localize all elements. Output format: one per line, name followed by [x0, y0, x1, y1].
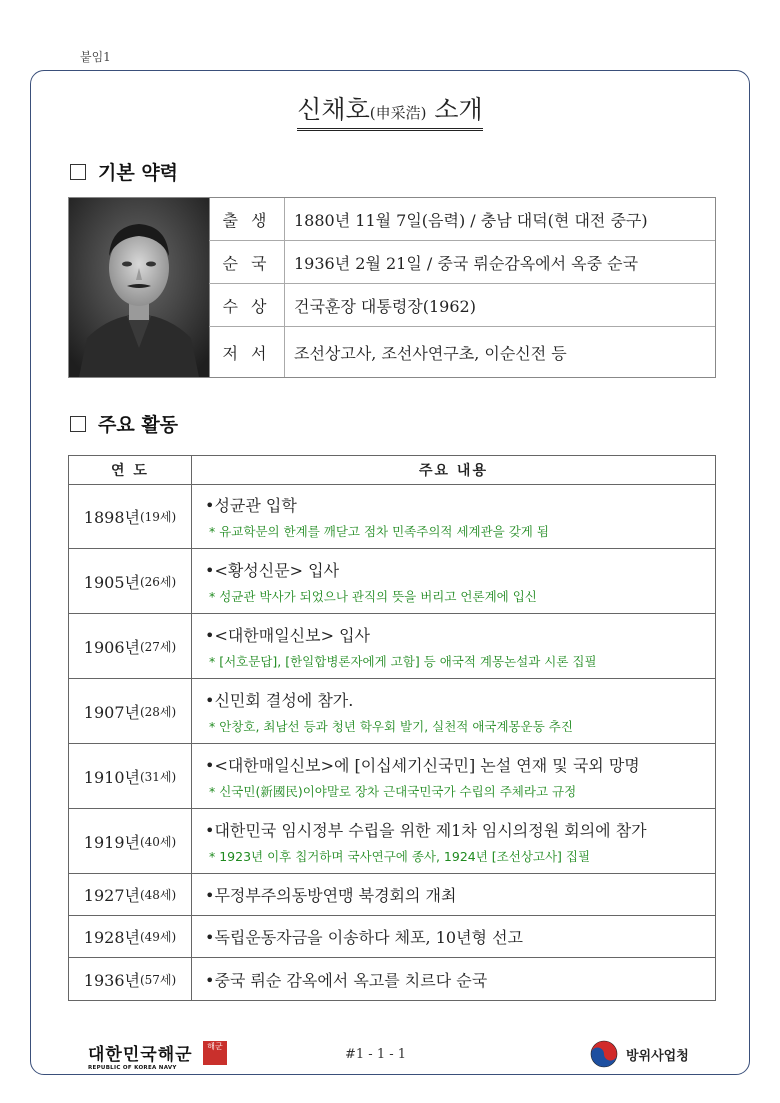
profile-value: 건국훈장 대통령장(1962)	[294, 296, 476, 316]
table-row	[69, 744, 715, 809]
row-year-cell	[69, 958, 192, 1000]
row-content-cell	[192, 916, 523, 957]
row-age: (57세)	[139, 972, 177, 987]
table-header-row	[69, 456, 715, 485]
row-content-cell	[192, 679, 573, 743]
section-activities-heading	[70, 410, 178, 437]
row-year-cell	[69, 744, 192, 808]
profile-table	[68, 197, 716, 378]
row-year-cell	[69, 679, 192, 743]
profile-row-death	[209, 241, 715, 284]
row-year-cell	[69, 916, 192, 957]
row-year: 1910년	[83, 767, 140, 787]
table-row	[69, 916, 715, 958]
row-age: (19세)	[139, 510, 177, 524]
table-row	[69, 809, 715, 874]
checkbox-square-icon	[70, 164, 86, 180]
section-activities-label: 주요 활동	[98, 414, 179, 436]
row-main-text: •독립운동자금을 이송하다 체포, 10년형 선고	[205, 928, 523, 947]
row-year: 1936년	[83, 970, 140, 990]
profile-label: 수 상	[209, 284, 285, 326]
row-age: (48세)	[139, 888, 177, 902]
profile-label: 순 국	[209, 241, 285, 283]
row-year: 1928년	[83, 928, 140, 947]
row-main-text: •<대한매일신보>에 [이십세기신국민] 논설 연재 및 국외 망명	[205, 755, 640, 775]
portrait-image	[69, 198, 209, 377]
row-year-cell	[69, 614, 192, 678]
activities-table	[68, 455, 716, 1001]
row-year-cell	[69, 809, 192, 873]
title-name: 신채호	[297, 95, 370, 124]
profile-label: 저 서	[209, 327, 285, 377]
profile-value: 조선상고사, 조선사연구초, 이순신전 등	[294, 343, 567, 363]
row-note-text: * 신국민(新國民)이야말로 장차 근대국민국가 수립의 주체라고 규정	[209, 783, 577, 799]
navy-logo	[88, 1040, 193, 1071]
header-year: 연 도	[69, 456, 192, 484]
row-content-cell	[192, 485, 549, 548]
row-note-text: * 성균관 박사가 되었으나 관직의 뜻을 버리고 언론계에 입신	[209, 588, 537, 604]
row-main-text: •신민회 결성에 참가.	[205, 690, 354, 710]
navy-seal-icon: 해군	[203, 1041, 227, 1065]
profile-label: 출 생	[209, 198, 285, 240]
row-main-text: •<대한매일신보> 입사	[205, 625, 370, 645]
row-note-text: * 1923년 이후 칩거하며 국사연구에 종사, 1924년 [조선상고사] 집필	[209, 848, 591, 864]
navy-logo-korean: 대한민국해군	[88, 1045, 193, 1065]
row-content-cell	[192, 958, 487, 1000]
profile-value: 1880년 11월 7일(음력) / 충남 대덕(현 대전 중구)	[294, 210, 648, 230]
table-row	[69, 874, 715, 916]
profile-row-birth	[209, 198, 715, 241]
row-year: 1905년	[83, 572, 140, 592]
row-note-text: * 안창호, 최남선 등과 청년 학우회 발기, 실천적 애국계몽운동 추진	[209, 718, 573, 734]
row-age: (26세)	[139, 574, 177, 589]
profile-row-works	[209, 327, 715, 377]
row-year: 1907년	[83, 702, 140, 722]
row-year-cell	[69, 874, 192, 915]
navy-logo-english: REPUBLIC OF KOREA NAVY	[88, 1065, 177, 1071]
portrait-photo	[69, 198, 210, 377]
table-row	[69, 958, 715, 1000]
row-year: 1898년	[83, 508, 140, 527]
row-age: (27세)	[139, 639, 177, 654]
table-row	[69, 485, 715, 549]
row-content-cell	[192, 809, 647, 873]
row-note-text: * [서호문답], [한일합병론자에게 고함] 등 애국적 계몽논설과 시론 집필	[209, 653, 597, 669]
row-main-text: •중국 뤼순 감옥에서 옥고를 치르다 순국	[205, 970, 488, 990]
row-content-cell	[192, 549, 537, 613]
title-hanja: (申采浩)	[369, 104, 427, 122]
row-note-text: * 유교학문의 한계를 깨닫고 점차 민족주의적 세계관을 갖게 됨	[209, 524, 549, 539]
row-year: 1906년	[83, 637, 140, 657]
table-row	[69, 614, 715, 679]
row-year-cell	[69, 485, 192, 548]
row-content-cell	[192, 874, 456, 915]
agency-name: 방위사업청	[626, 1048, 689, 1064]
checkbox-square-icon	[70, 416, 86, 432]
section-basic-heading	[70, 158, 178, 185]
table-row	[69, 679, 715, 744]
row-main-text: •<황성신문> 입사	[205, 560, 340, 580]
row-main-text: •대한민국 임시정부 수립을 위한 제1차 임시의정원 회의에 참가	[205, 820, 647, 840]
agency-logo	[590, 1040, 689, 1068]
row-age: (40세)	[139, 834, 177, 849]
row-year: 1919년	[83, 832, 140, 852]
row-main-text: •무정부주의동방연맹 북경회의 개최	[205, 886, 457, 905]
title-suffix: 소개	[434, 95, 483, 124]
row-age: (49세)	[139, 930, 177, 944]
row-age: (28세)	[139, 704, 177, 719]
row-main-text: •성균관 입학	[205, 496, 297, 515]
section-basic-label: 기본 약력	[98, 162, 179, 184]
page-number: #1 - 1 - 1	[345, 1047, 407, 1062]
taegeuk-icon	[590, 1040, 618, 1068]
row-year: 1927년	[83, 886, 140, 905]
row-content-cell	[192, 744, 640, 808]
row-content-cell	[192, 614, 597, 678]
row-age: (31세)	[139, 769, 177, 784]
table-row	[69, 549, 715, 614]
page-title	[0, 90, 780, 131]
row-year-cell	[69, 549, 192, 613]
profile-value: 1936년 2월 21일 / 중국 뤼순감옥에서 옥중 순국	[294, 253, 639, 273]
attachment-label: 붙임1	[80, 50, 111, 64]
header-content: 주요 내용	[419, 463, 488, 479]
profile-row-award	[209, 284, 715, 327]
